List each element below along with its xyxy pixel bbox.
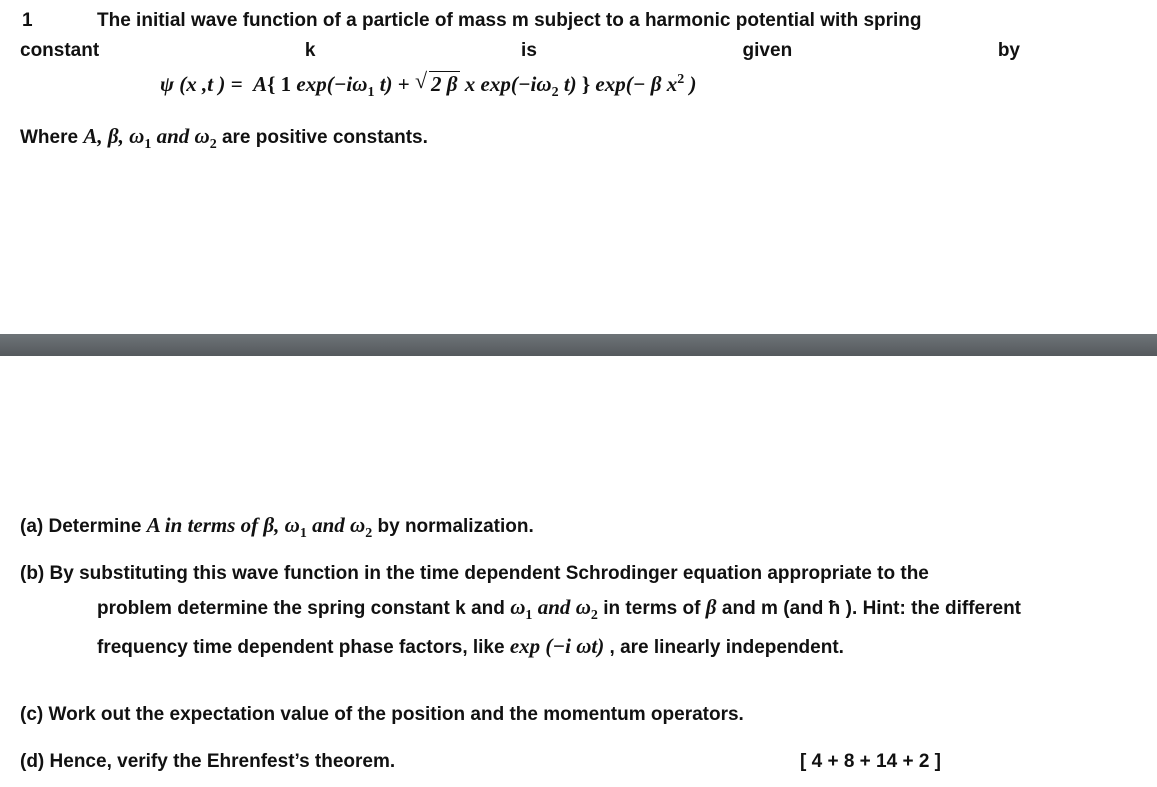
where-line: Where A, β, $\omega_1$ and $\omega_2$ are positive constants. — [20, 124, 428, 152]
word-given: given — [742, 40, 793, 61]
word-k: k — [304, 40, 316, 61]
section-divider — [0, 334, 1157, 356]
word-constant: constant — [20, 40, 100, 61]
sqrt-symbol: √ 2 β — [414, 68, 458, 96]
part-d: (d) Hence, verify the Ehrenfest’s theorem. — [20, 751, 396, 772]
part-c: (c) Work out the expectation value of the position and the momentum operators. — [20, 704, 744, 725]
wave-function-equation: ψ (x ,t ) = A{ 1 $\exp(-i\omega_1$ t) + √ 2 β x $\exp(-i\omega_2$ t) } exp(− β $x^2$ ) — [160, 68, 697, 100]
part-b-line1: (b) By substituting this wave function in the time dependent Schrodinger equation appropriate to the — [20, 563, 929, 584]
question-number: 1 — [22, 10, 33, 31]
question-intro-line1: The initial wave function of a particle of mass m subject to a harmonic potential with spring — [97, 10, 922, 31]
marks-allocation: [ 4 + 8 + 14 + 2 ] — [800, 751, 942, 772]
word-by: by — [997, 40, 1020, 61]
question-intro-line2 — [20, 40, 1020, 62]
part-b-body: problem determine the spring constant k and $\omega_1$ and $\omega_2$ in terms of β and m (and ħ ). Hint: the different frequency time dependent phase factors, like exp (−i ωt) , are linearly independent. — [97, 595, 1022, 658]
part-a: (a) Determine A in terms of β, $\omega_1$ and $\omega_2$ by normalization. — [20, 513, 534, 541]
word-is: is — [521, 40, 537, 61]
